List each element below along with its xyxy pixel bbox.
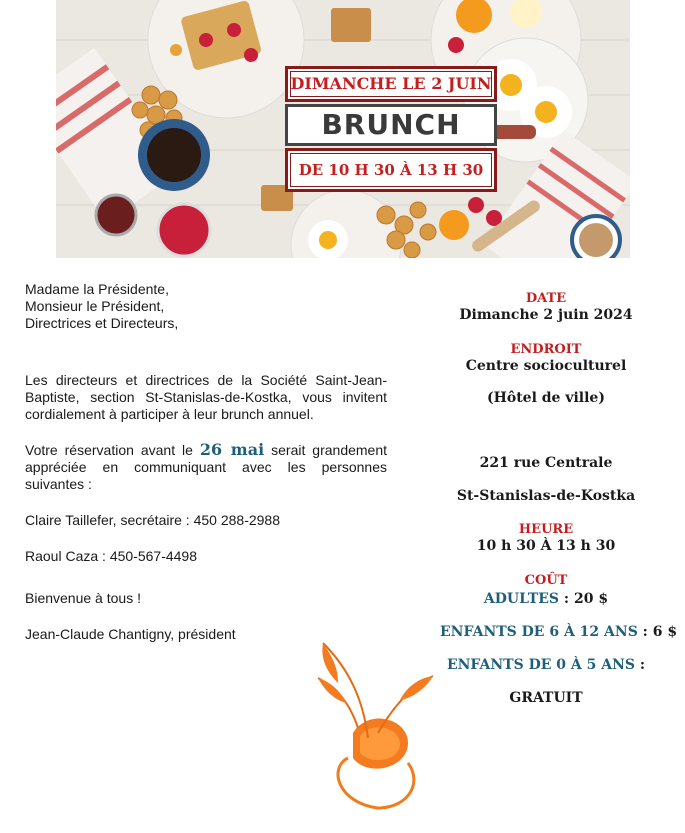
cost-label: COÛT [524, 573, 568, 588]
adults-price-row [440, 591, 652, 608]
greeting-line-2: Monsieur le Président, [25, 298, 165, 314]
place-line-2: (Hôtel de ville) [487, 390, 605, 406]
address-line-2: St-Stanislas-de-Kostka [456, 488, 636, 504]
welcome-line: Bienvenue à tous ! [25, 590, 141, 606]
banner-date-line: DIMANCHE LE 2 JUIN [285, 66, 497, 102]
kids-6-12-price: : 6 $ [637, 624, 678, 640]
event-info [440, 290, 678, 707]
greeting-line-1: Madame la Présidente, [25, 281, 169, 297]
brunch-banner-photo [56, 0, 630, 258]
greeting-line-3: Directrices et Directeurs, [25, 315, 179, 331]
kids-6-12-label: ENFANTS DE 6 À 12 ANS [440, 624, 638, 640]
kids-0-5-value: GRATUIT [509, 690, 583, 706]
date-value: Dimanche 2 juin 2024 [459, 307, 633, 323]
fascinator-hat-illustration [308, 638, 438, 823]
date-label: DATE [525, 291, 567, 306]
adults-label: ADULTES [483, 591, 560, 607]
place-label: ENDROIT [510, 342, 582, 357]
contact-raoul: Raoul Caza : 450-567-4498 [25, 548, 198, 564]
time-value: 10 h 30 À 13 h 30 [476, 538, 616, 554]
kids-0-5-price-row [440, 657, 652, 674]
invitation-letter [25, 281, 387, 643]
adults-price: : 20 $ [559, 591, 609, 607]
contact-secretary: Claire Taillefer, secrétaire : 450 288-2988 [25, 512, 281, 528]
banner-title: BRUNCH [285, 104, 497, 146]
kids-0-5-label: ENFANTS DE 0 À 5 ANS [446, 657, 636, 673]
kids-6-12-price-row [440, 624, 678, 641]
banner-time-line: DE 10 H 30 À 13 H 30 [285, 148, 497, 192]
address-line-1: 221 rue Centrale [479, 455, 613, 471]
signature-line: Jean-Claude Chantigny, président [25, 626, 236, 642]
reservation-text-before: Votre réservation avant le [25, 442, 193, 458]
place-line-1: Centre socioculturel [465, 358, 627, 374]
reservation-text-after: serait grandement appréciée en communiquant avec les personnes suivantes : [25, 442, 388, 492]
kids-0-5-price: : [635, 657, 646, 673]
invitation-paragraph: Les directeurs et directrices de la Société Saint-Jean-Baptiste, section St-Stanislas-de-Kostka, vous invitent cordialement à participer à leur brunch annuel. [25, 372, 387, 422]
reservation-paragraph [25, 441, 387, 493]
time-label: HEURE [518, 522, 574, 537]
brunch-sign [285, 66, 497, 194]
reservation-deadline: 26 mai [199, 440, 265, 459]
